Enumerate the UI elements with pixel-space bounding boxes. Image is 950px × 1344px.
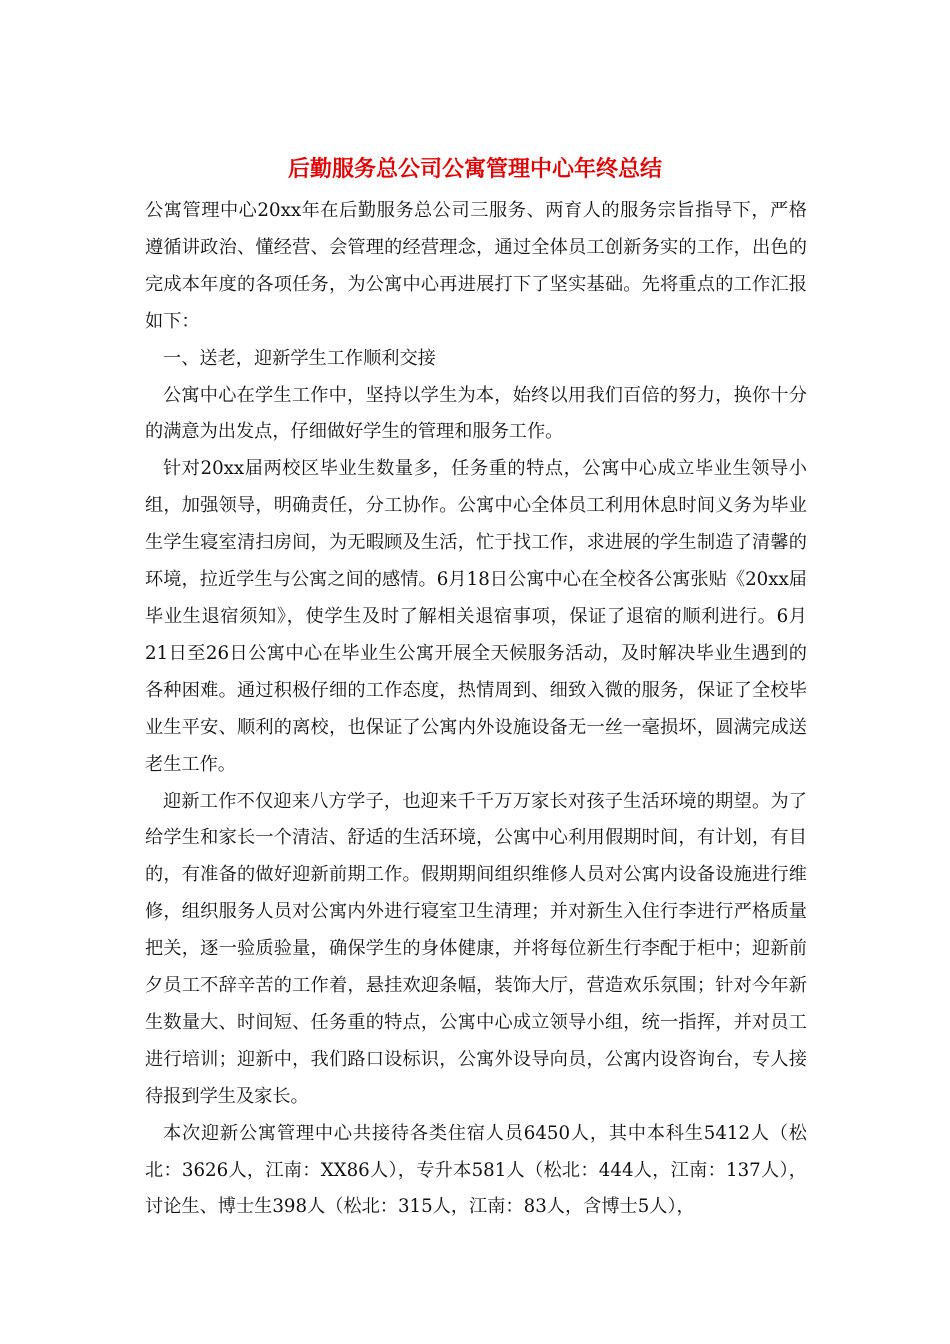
body-paragraph: 针对20xx届两校区毕业生数量多，任务重的特点，公寓中心成立毕业生领导小组，加强领导，明确责任，分工协作。公寓中心全体员工利用休息时间义务为毕业生学生寝室清扫房间，为无暇顾及生活，忙于找工作，求进展的学生制造了清馨的环境，拉近学生与公寓之间的感情。6月18日公寓中心在全校各公寓张贴《20xx届毕业生退宿须知》，使学生及时了解相关退宿事项，保证了退宿的顺利进行。6月21日至26日公寓中心在毕业生公寓开展全天候服务活动，及时解决毕业生遇到的各种困难。通过积极仔细的工作态度，热情周到、细致入微的服务，保证了全校毕业生平安、顺利的离校，也保证了公寓内外设施设备无一丝一毫损坏，圆满完成送老生工作。 (145, 458, 807, 775)
section-heading: 一、送老，迎新学生工作顺利交接 (163, 347, 436, 369)
intro-paragraph: 公寓管理中心20xx年在后勤服务总公司三服务、两育人的服务宗旨指导下，严格遵循讲政治、懂经营、会管理的经营理念，通过全体员工创新务实的工作，出色的完成本年度的各项任务，为公寓中心再进展打下了坚实基础。先将重点的工作汇报如下： (145, 200, 807, 332)
body-paragraph: 本次迎新公寓管理中心共接待各类住宿人员6450人，其中本科生5412人（松北：3626人，江南：XX86人），专升本581人（松北：444人，江南：137人），讨论生、博士生398人（松北：315人，江南：83人，含博士5人）， (145, 1122, 807, 1218)
document-title: 后勤服务总公司公寓管理中心年终总结 (287, 157, 662, 182)
body-paragraph: 公寓中心在学生工作中，坚持以学生为本，始终以用我们百倍的努力，换你十分的满意为出发点，仔细做好学生的管理和服务工作。 (145, 384, 807, 443)
body-paragraph: 迎新工作不仅迎来八方学子，也迎来千千万万家长对孩子生活环境的期望。为了给学生和家长一个清洁、舒适的生活环境，公寓中心利用假期时间，有计划，有目的，有准备的做好迎新前期工作。假期期间组织维修人员对公寓内设备设施进行维修，组织服务人员对公寓内外进行寝室卫生清理；并对新生入住行李进行严格质量把关，逐一验质验量，确保学生的身体健康，并将每位新生行李配于柜中；迎新前夕员工不辞辛苦的工作着，悬挂欢迎条幅，装饰大厅，营造欢乐氛围；针对今年新生数量大、时间短、任务重的特点，公寓中心成立领导小组，统一指挥，并对员工进行培训；迎新中，我们路口设标识，公寓外设导向员，公寓内设咨询台，专人接待报到学生及家长。 (145, 790, 807, 1107)
document-body (145, 193, 807, 1226)
